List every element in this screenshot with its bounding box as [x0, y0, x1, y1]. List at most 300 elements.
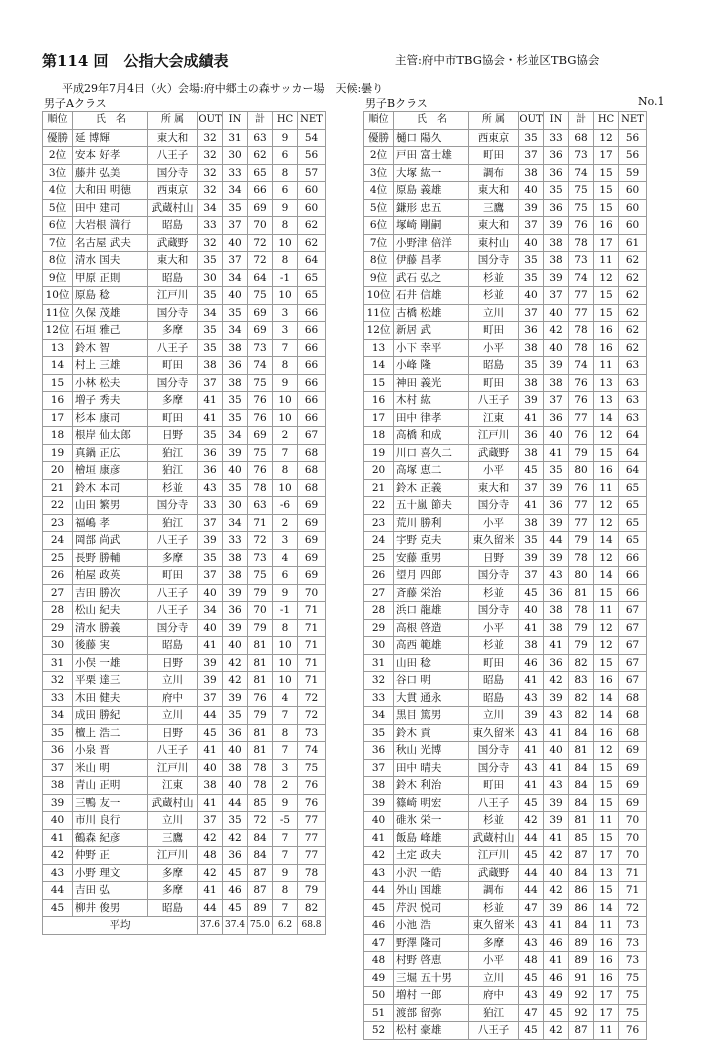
cell-net: 60 [619, 199, 647, 217]
cell-hc: 8 [273, 252, 298, 270]
table-row [43, 217, 326, 235]
cell-out: 40 [519, 182, 544, 200]
cell-net: 77 [298, 847, 326, 865]
cell-name: 田中 律孝 [394, 409, 469, 427]
table-row [43, 532, 326, 550]
cell-hc: 17 [594, 847, 619, 865]
cell-hc: 17 [594, 1004, 619, 1022]
cell-in: 39 [544, 269, 569, 287]
cell-club: 小平 [469, 339, 519, 357]
cell-club: 国分寺 [469, 252, 519, 270]
cell-net: 60 [619, 217, 647, 235]
cell-rank: 43 [364, 864, 394, 882]
cell-total: 70 [248, 217, 273, 235]
cell-club: 日野 [148, 724, 198, 742]
table-row [43, 409, 326, 427]
cell-name: 小林 松夫 [73, 374, 148, 392]
cell-hc: 10 [273, 409, 298, 427]
cell-in: 31 [223, 129, 248, 147]
cell-hc: 16 [594, 724, 619, 742]
cell-out: 37 [519, 479, 544, 497]
cell-hc: 6 [273, 182, 298, 200]
cell-total: 86 [569, 899, 594, 917]
cell-net: 72 [619, 899, 647, 917]
cell-rank: 38 [43, 777, 73, 795]
cell-hc: 10 [273, 637, 298, 655]
cell-club: 杉並 [469, 812, 519, 830]
cell-total: 73 [569, 252, 594, 270]
cell-name: 松村 豪雄 [394, 1022, 469, 1040]
cell-out: 37 [198, 567, 223, 585]
cell-total: 69 [248, 199, 273, 217]
cell-name: 石井 信雄 [394, 287, 469, 305]
cell-rank: 40 [43, 812, 73, 830]
cell-hc: 9 [273, 199, 298, 217]
cell-hc: 14 [594, 409, 619, 427]
cell-hc: 8 [273, 357, 298, 375]
cell-out: 41 [519, 742, 544, 760]
cell-total: 78 [569, 339, 594, 357]
cell-in: 39 [223, 584, 248, 602]
cell-total: 76 [569, 374, 594, 392]
average-total: 75.0 [248, 917, 273, 935]
table-row [364, 304, 647, 322]
cell-hc: 7 [273, 707, 298, 725]
cell-name: 神田 義光 [394, 374, 469, 392]
column-header-name: 氏 名 [73, 112, 148, 130]
cell-net: 71 [298, 654, 326, 672]
cell-club: 国分寺 [469, 742, 519, 760]
cell-name: 戸田 富士雄 [394, 147, 469, 165]
cell-total: 84 [569, 724, 594, 742]
cell-club: 昭島 [148, 217, 198, 235]
cell-hc: 8 [273, 164, 298, 182]
cell-hc: 10 [273, 672, 298, 690]
cell-in: 40 [223, 287, 248, 305]
table-row [364, 392, 647, 410]
table-row [43, 637, 326, 655]
cell-total: 84 [569, 759, 594, 777]
cell-out: 37 [198, 374, 223, 392]
cell-hc: 9 [273, 864, 298, 882]
table-row [43, 794, 326, 812]
cell-in: 34 [223, 427, 248, 445]
cell-name: 小俣 一雄 [73, 654, 148, 672]
cell-hc: 12 [594, 742, 619, 760]
cell-hc: 10 [273, 479, 298, 497]
cell-club: 東久留米 [469, 917, 519, 935]
cell-club: 多摩 [469, 934, 519, 952]
cell-club: 江戸川 [469, 427, 519, 445]
cell-total: 78 [569, 549, 594, 567]
cell-hc: 16 [594, 952, 619, 970]
cell-rank: 45 [364, 899, 394, 917]
cell-rank: 25 [364, 549, 394, 567]
cell-hc: -1 [273, 269, 298, 287]
cell-in: 30 [223, 147, 248, 165]
cell-rank: 19 [364, 444, 394, 462]
cell-in: 39 [223, 444, 248, 462]
cell-net: 71 [298, 637, 326, 655]
cell-out: 39 [519, 392, 544, 410]
cell-club: 西東京 [148, 182, 198, 200]
table-row [43, 479, 326, 497]
cell-out: 42 [198, 829, 223, 847]
cell-out: 30 [198, 269, 223, 287]
cell-hc: 3 [273, 304, 298, 322]
cell-rank: 9位 [43, 269, 73, 287]
cell-name: 檀上 浩二 [73, 724, 148, 742]
cell-hc: 16 [594, 217, 619, 235]
cell-hc: 9 [273, 584, 298, 602]
cell-rank: 18 [364, 427, 394, 445]
table-row [364, 707, 647, 725]
cell-name: 小野津 倍洋 [394, 234, 469, 252]
table-row [364, 882, 647, 900]
cell-name: 新居 武 [394, 322, 469, 340]
cell-total: 75 [248, 567, 273, 585]
cell-net: 66 [619, 567, 647, 585]
cell-out: 32 [198, 147, 223, 165]
cell-total: 77 [569, 514, 594, 532]
table-row [364, 129, 647, 147]
cell-club: 杉並 [469, 637, 519, 655]
cell-in: 44 [223, 794, 248, 812]
table-row [43, 234, 326, 252]
table-row [43, 654, 326, 672]
cell-net: 74 [298, 742, 326, 760]
cell-name: 仲野 正 [73, 847, 148, 865]
cell-name: 高根 啓造 [394, 619, 469, 637]
cell-net: 62 [619, 339, 647, 357]
cell-in: 38 [544, 252, 569, 270]
cell-rank: 13 [43, 339, 73, 357]
cell-net: 64 [619, 427, 647, 445]
table-row [364, 602, 647, 620]
cell-name: 原島 義雄 [394, 182, 469, 200]
cell-hc: 14 [594, 689, 619, 707]
cell-name: 延 博輝 [73, 129, 148, 147]
cell-club: 東大和 [469, 217, 519, 235]
cell-net: 69 [298, 532, 326, 550]
header-row [43, 112, 326, 130]
cell-name: 川口 喜久二 [394, 444, 469, 462]
cell-name: 柏屋 政英 [73, 567, 148, 585]
cell-out: 38 [519, 514, 544, 532]
cell-club: 立川 [148, 672, 198, 690]
cell-rank: 31 [43, 654, 73, 672]
cell-club: 町田 [148, 357, 198, 375]
cell-club: 立川 [469, 969, 519, 987]
cell-club: 八王子 [469, 392, 519, 410]
table-row [364, 497, 647, 515]
table-row [43, 847, 326, 865]
cell-in: 41 [544, 759, 569, 777]
cell-net: 70 [619, 812, 647, 830]
table-row [364, 427, 647, 445]
cell-total: 75 [569, 182, 594, 200]
cell-name: 長野 勝輔 [73, 549, 148, 567]
column-header-rank: 順位 [364, 112, 394, 130]
table-row [43, 672, 326, 690]
cell-rank: 41 [43, 829, 73, 847]
table-row [364, 252, 647, 270]
cell-out: 43 [519, 917, 544, 935]
cell-hc: 7 [273, 847, 298, 865]
cell-net: 72 [298, 689, 326, 707]
cell-rank: 50 [364, 987, 394, 1005]
cell-rank: 29 [364, 619, 394, 637]
cell-out: 33 [198, 497, 223, 515]
cell-net: 71 [298, 672, 326, 690]
cell-hc: 16 [594, 672, 619, 690]
cell-in: 37 [223, 217, 248, 235]
table-row [364, 147, 647, 165]
table-row [43, 759, 326, 777]
cell-name: 碓氷 栄一 [394, 812, 469, 830]
cell-hc: 12 [594, 619, 619, 637]
cell-in: 33 [223, 164, 248, 182]
cell-name: 芹沢 悦司 [394, 899, 469, 917]
cell-name: 野澤 隆司 [394, 934, 469, 952]
cell-club: 東村山 [469, 234, 519, 252]
cell-name: 鎌形 忠五 [394, 199, 469, 217]
cell-out: 34 [198, 199, 223, 217]
cell-rank: 32 [364, 672, 394, 690]
cell-hc: 6 [273, 147, 298, 165]
cell-net: 75 [619, 1004, 647, 1022]
cell-net: 64 [619, 444, 647, 462]
cell-in: 36 [223, 602, 248, 620]
cell-net: 64 [619, 462, 647, 480]
cell-rank: 6位 [364, 217, 394, 235]
cell-hc: 8 [273, 882, 298, 900]
cell-net: 69 [298, 497, 326, 515]
cell-out: 41 [519, 619, 544, 637]
cell-rank: 33 [364, 689, 394, 707]
cell-in: 40 [223, 234, 248, 252]
cell-hc: 17 [594, 987, 619, 1005]
cell-net: 73 [619, 917, 647, 935]
cell-in: 42 [223, 672, 248, 690]
cell-name: 福嶋 孝 [73, 514, 148, 532]
cell-out: 39 [519, 199, 544, 217]
cell-rank: 12位 [43, 322, 73, 340]
table-row [364, 672, 647, 690]
cell-club: 八王子 [469, 794, 519, 812]
column-header-net: NET [298, 112, 326, 130]
cell-name: 大塚 紘一 [394, 164, 469, 182]
cell-out: 38 [519, 444, 544, 462]
cell-in: 34 [223, 182, 248, 200]
cell-club: 国分寺 [469, 497, 519, 515]
cell-in: 39 [544, 514, 569, 532]
cell-total: 76 [569, 217, 594, 235]
table-row [43, 777, 326, 795]
cell-hc: 14 [594, 532, 619, 550]
cell-net: 66 [298, 374, 326, 392]
cell-in: 42 [223, 654, 248, 672]
cell-in: 46 [544, 969, 569, 987]
cell-net: 61 [619, 234, 647, 252]
table-row [43, 357, 326, 375]
cell-out: 36 [519, 427, 544, 445]
cell-hc: 15 [594, 304, 619, 322]
cell-in: 36 [544, 497, 569, 515]
cell-club: 武蔵野 [148, 234, 198, 252]
table-row [364, 409, 647, 427]
cell-hc: 13 [594, 374, 619, 392]
cell-name: 根岸 仙太郎 [73, 427, 148, 445]
cell-out: 40 [198, 619, 223, 637]
cell-rank: 3位 [43, 164, 73, 182]
cell-club: 国分寺 [148, 304, 198, 322]
cell-club: 武蔵野 [469, 444, 519, 462]
table-row [43, 602, 326, 620]
cell-total: 72 [248, 532, 273, 550]
cell-club: 八王子 [148, 532, 198, 550]
cell-net: 69 [298, 514, 326, 532]
cell-in: 38 [544, 619, 569, 637]
cell-net: 77 [298, 812, 326, 830]
cell-club: 府中 [148, 689, 198, 707]
cell-rank: 11位 [43, 304, 73, 322]
cell-rank: 10位 [364, 287, 394, 305]
cell-total: 73 [569, 147, 594, 165]
cell-net: 62 [619, 322, 647, 340]
cell-club: 小平 [469, 462, 519, 480]
cell-in: 39 [544, 794, 569, 812]
cell-total: 83 [569, 672, 594, 690]
cell-club: 杉並 [469, 584, 519, 602]
cell-hc: 11 [594, 917, 619, 935]
cell-net: 75 [619, 969, 647, 987]
cell-rank: 2位 [43, 147, 73, 165]
average-net: 68.8 [298, 917, 326, 935]
table-row [364, 794, 647, 812]
cell-out: 42 [519, 812, 544, 830]
table-row [43, 252, 326, 270]
cell-rank: 優勝 [364, 129, 394, 147]
cell-name: 高塚 恵二 [394, 462, 469, 480]
cell-net: 71 [298, 619, 326, 637]
cell-hc: 12 [594, 129, 619, 147]
cell-out: 44 [519, 882, 544, 900]
cell-out: 37 [198, 689, 223, 707]
cell-club: 多摩 [148, 882, 198, 900]
cell-rank: 3位 [364, 164, 394, 182]
cell-out: 32 [198, 129, 223, 147]
cell-in: 42 [223, 829, 248, 847]
cell-in: 35 [223, 707, 248, 725]
cell-net: 66 [298, 322, 326, 340]
column-header-hc: HC [594, 112, 619, 130]
table-row [364, 357, 647, 375]
table-row [43, 812, 326, 830]
cell-hc: 10 [273, 287, 298, 305]
cell-net: 56 [619, 147, 647, 165]
cell-total: 74 [248, 357, 273, 375]
cell-name: 吉田 弘 [73, 882, 148, 900]
cell-hc: 15 [594, 182, 619, 200]
table-row [364, 164, 647, 182]
cell-rank: 33 [43, 689, 73, 707]
cell-rank: 23 [364, 514, 394, 532]
table-row [364, 322, 647, 340]
cell-net: 63 [619, 409, 647, 427]
cell-hc: 15 [594, 654, 619, 672]
cell-rank: 38 [364, 777, 394, 795]
header-row [364, 112, 647, 130]
table-row [364, 444, 647, 462]
cell-club: 杉並 [148, 479, 198, 497]
cell-total: 82 [569, 707, 594, 725]
cell-club: 町田 [148, 409, 198, 427]
cell-hc: 2 [273, 777, 298, 795]
table-row [43, 374, 326, 392]
cell-in: 40 [223, 637, 248, 655]
cell-net: 70 [619, 829, 647, 847]
cell-out: 37 [198, 812, 223, 830]
table-row [43, 549, 326, 567]
cell-hc: 15 [594, 164, 619, 182]
cell-out: 39 [519, 707, 544, 725]
table-row [364, 777, 647, 795]
cell-rank: 48 [364, 952, 394, 970]
column-header-name: 氏 名 [394, 112, 469, 130]
cell-club: 町田 [148, 567, 198, 585]
cell-club: 狛江 [148, 462, 198, 480]
cell-name: 増村 一郎 [394, 987, 469, 1005]
cell-in: 37 [544, 392, 569, 410]
cell-club: 国分寺 [148, 374, 198, 392]
cell-hc: -1 [273, 602, 298, 620]
cell-rank: 17 [364, 409, 394, 427]
cell-total: 66 [248, 182, 273, 200]
cell-out: 35 [198, 549, 223, 567]
cell-club: 東大和 [148, 252, 198, 270]
cell-rank: 14 [364, 357, 394, 375]
cell-net: 66 [298, 339, 326, 357]
cell-name: 青山 正明 [73, 777, 148, 795]
cell-rank: 7位 [364, 234, 394, 252]
cell-name: 望月 四郎 [394, 567, 469, 585]
cell-net: 70 [298, 584, 326, 602]
table-row [43, 199, 326, 217]
cell-rank: 46 [364, 917, 394, 935]
cell-total: 86 [569, 882, 594, 900]
cell-net: 69 [298, 549, 326, 567]
cell-total: 73 [248, 549, 273, 567]
cell-club: 八王子 [148, 339, 198, 357]
cell-hc: 13 [594, 392, 619, 410]
cell-rank: 36 [43, 742, 73, 760]
table-row [43, 882, 326, 900]
cell-in: 39 [544, 899, 569, 917]
cell-hc: 3 [273, 759, 298, 777]
cell-rank: 18 [43, 427, 73, 445]
cell-rank: 5位 [43, 199, 73, 217]
cell-net: 67 [619, 619, 647, 637]
table-row [43, 182, 326, 200]
cell-name: 名古屋 武夫 [73, 234, 148, 252]
cell-club: 武蔵村山 [148, 199, 198, 217]
table-row [364, 339, 647, 357]
column-header-total: 計 [569, 112, 594, 130]
table-row [364, 987, 647, 1005]
cell-out: 38 [519, 374, 544, 392]
cell-hc: 12 [594, 514, 619, 532]
